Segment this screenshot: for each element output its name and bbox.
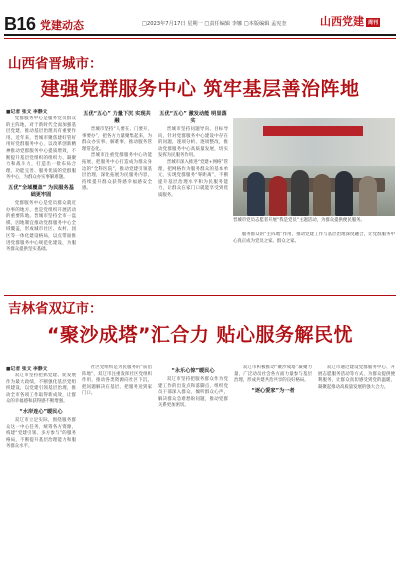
article1-column-3: [158, 108, 228, 292]
article2-col6-text: 双辽市通过建设党群服务中心、开展志愿服务活动等方式，为群众提供便利服务，让群众真切感受到党的温暖，凝聚起推动高质量发展的强大合力。: [318, 365, 395, 390]
article1-subhead-3: 五优“五心” 激发动能 明显落实: [159, 111, 227, 124]
article2-subhead-1: “水岸连心”暖民心: [19, 408, 63, 415]
article2-subhead-2: “永乐心惊”暖民心: [171, 368, 215, 374]
page-header: [0, 0, 400, 52]
article1-subhead-2: 五优“五心” 力量下沉 实现共融: [83, 111, 151, 124]
photo-person: [313, 174, 331, 216]
article1-byline: ■记者 张文 李静文: [6, 110, 48, 115]
article1-col5-text: 晋城市坚持问题导向、目标导向，针对党群服务中心建设中存在的问题，逐项分析、逐项整改，推动党群服务中心高质量发展，切实发挥为民服务作用。: [158, 127, 228, 159]
article1-col1-text: 党群服务中心是服务党员群众的主阵地，对于新时代全面加强基层党建、推动基层治理具有重要作用。近年来，晋城市聚焦建好管好用好党群服务中心，以改革创新精神推动党群服务中心提质增效，不断提升基层党组织的组织力、凝聚力和战斗力，打造出一批布局合理、功能完善、服务优质的党群服务中心，为群众办实事解难题。: [6, 116, 76, 181]
article-divider: [4, 295, 396, 296]
article1-col3-text: 晋城市坚持“人要在、门要开、事要办”，把各方力量聚集起来，为群众办实事、解难事，推动服务管理常态化。: [82, 127, 152, 152]
article2-col3-text: 社区党组织是为民服务的“前沿阵地”，双辽市注重发挥社区党组织作用，推动各类资源向社区下沉，把问题解决在基层、把服务送到家门口。: [82, 365, 152, 397]
article2-headline: “聚沙成塔”汇合力 贴心服务解民忧: [46, 324, 354, 346]
article1-photo: [233, 118, 395, 216]
photo-person: [247, 172, 265, 216]
article1-headline: 建强党群服务中心 筑牢基层善治阵地: [40, 78, 360, 100]
logo-text: 山西党建: [320, 15, 364, 28]
article1-column-4: [233, 232, 395, 292]
article2-column-3: [158, 365, 228, 569]
article2-column-4: [234, 365, 312, 569]
article1-col6-text: 晋城市深入推进“党建+网格”管理，把网格作为服务群众的基本单元，实现党群服务“零距离”，不断提升基层治理水平和为民服务能力，让群众在家门口就能享受到优质服务。: [158, 159, 228, 198]
article1-photo-caption: 晋城市党员志愿者开展“我是党员”主题活动，为群众提供便民服务。: [233, 218, 365, 223]
article1-heading: [4, 52, 396, 101]
article1-column-1: [6, 116, 76, 292]
photo-person: [291, 170, 309, 216]
article2-heading: [4, 297, 396, 347]
article1-kicker: 山西省晋城市：: [8, 56, 103, 72]
article2-col1-text: 双辽市坚持把抓党建、促发展作为最大政绩，不断强化基层党组织建设，以党建引领基层治理，推动全市各项工作取得新成效，让群众的幸福感和获得感不断增强。: [6, 373, 76, 405]
photo-person: [335, 171, 353, 216]
dateline: □2023年7月17日 星期一 □责任编辑 李娜 □本版编辑 孟宪奎: [142, 21, 287, 27]
article1-col7-text: 服务群众的“主阵地”作用，推动党建工作与基层治理深度融合，让党群服务中心真正成为党员之家、群众之家。: [233, 232, 395, 244]
section-title: 党建动态: [40, 19, 84, 32]
article2-col4-text: 双辽市坚持把服务群众作为党建工作的出发点和落脚点，组织党员干部深入群众，倾听群众心声，解决群众急难愁盼问题，推动党群关系更加密切。: [158, 377, 228, 409]
photo-person: [269, 176, 287, 216]
article2-byline: ■记者 张文 李静文: [6, 367, 48, 372]
page-number: B16: [4, 14, 36, 34]
article2-column-2: [82, 365, 152, 569]
article2-subhead-3: “逐心爱家”为一者: [251, 387, 295, 394]
newspaper-logo: [320, 13, 380, 29]
article1-col2-text: 党群服务中心是党员群众就近办事的地方，也是党组织开展活动的重要阵地。晋城市坚持全市一盘棋，因地制宜推动党群服务中心全域覆盖，形成城市社区、农村、园区等一体化建设格局，以点带面推进党群服务中心规范化建设，为服务群众提供坚实基础。: [6, 200, 76, 253]
photo-banner: [263, 126, 363, 136]
article2-column-5: [318, 365, 395, 569]
article1-col4-text: 晋城市注重党群服务中心功能拓展，把服务中心打造成为群众身边的“全科医院”，推动党建引领基层治理，深化拓展为民服务内容，持续提升群众获得感幸福感安全感。: [82, 153, 152, 192]
article2-col2-text: 双辽市立足实际，围绕服务群众这一中心任务，统筹各方资源，构建“党建引领、多方参与”的服务格局，不断提升基层治理能力和服务群众水平。: [6, 417, 76, 450]
header-rule-thin: [4, 38, 396, 39]
article2-col5-text: 双辽市积极推动“聚沙成塔”凝聚力量，广泛动员社会各方面力量参与基层治理，形成共建共治共享的良好格局。: [234, 365, 312, 384]
article2-column-1: [6, 373, 76, 569]
article2-kicker: 吉林省双辽市：: [8, 301, 103, 317]
logo-stamp: 周刊: [368, 19, 379, 26]
article1-column-2: [82, 108, 152, 292]
photo-person: [359, 176, 377, 216]
header-rule: [4, 34, 396, 36]
article1-subhead-1: 五优“全域覆盖” 为民服务基础更牢固: [8, 184, 74, 198]
